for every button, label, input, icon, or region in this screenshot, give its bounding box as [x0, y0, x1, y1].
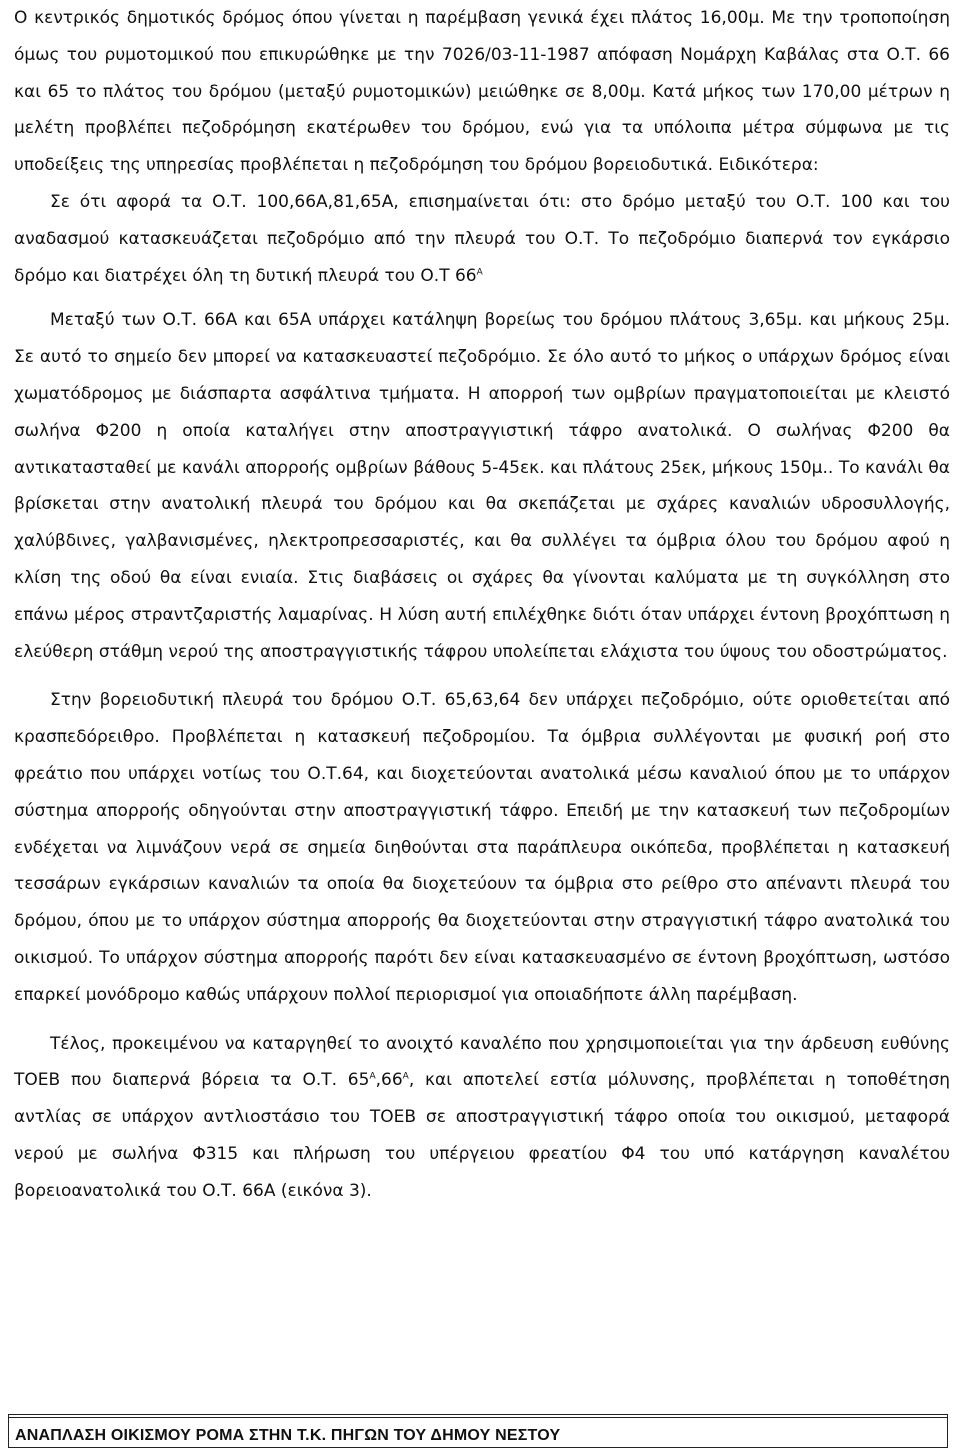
paragraph-blocks-100-66a-text: Σε ότι αφορά τα Ο.Τ. 100,66Α,81,65Α, επισημαίνεται ότι: στο δρόμο μεταξύ του Ο.Τ. 100 και του αναδασμού κατασκευάζεται πεζοδρόμιο από την πλευρά του Ο.Τ. Το πεζοδρόμιο διαπερνά τον εγκάρσιο δρόμο και διατρέχει όλη τη δυτική πλευρά του Ο.Τ 66 — [14, 191, 950, 286]
paragraph-toeb-channel — [14, 1026, 950, 1210]
footer-title: ΑΝΑΠΛΑΣΗ ΟΙΚΙΣΜΟΥ ΡΟΜΑ ΣΤΗΝ Τ.Κ. ΠΗΓΩΝ ΤΟΥ ΔΗΜΟΥ ΝΕΣΤΟΥ — [15, 1427, 561, 1444]
document-body — [14, 0, 950, 1210]
footer-box — [8, 1414, 948, 1448]
superscript-a: Α — [402, 1071, 409, 1082]
paragraph-toeb-text-b: ,66 — [375, 1070, 403, 1091]
paragraph-northwest-side: Στην βορειοδυτική πλευρά του δρόμου Ο.Τ. 65,63,64 δεν υπάρχει πεζοδρόμιο, ούτε οριοθετείται από κρασπεδόρειθρο. Προβλέπεται η κατασκευή πεζοδρομίου. Τα όμβρια συλλέγονται με φυσική ροή στο φρεάτιο που υπάρχει νοτίως του Ο.Τ.64, και διοχετεύονται ανατολικά μέσω καναλιού όπου με το υπάρχον σύστημα απορροής οδηγούνται στην αποστραγγιστική τάφρο. Επειδή με την κατασκευή των πεζοδρομίων ενδέχεται να λιμνάζουν νερά σε σημεία διηθούνται στα παράπλευρα οικόπεδα, προβλέπεται η κατασκευή τεσσάρων εγκάρσιων καναλιών τα οποία θα διοχετεύουν τα όμβρια στο ρείθρο στο απέναντι πλευρά του δρόμου, όπου με το υπάρχον σύστημα απορροής θα διοχετεύονται στην στραγγιστική τάφρο ανατολικά του οικισμού. Το υπάρχον σύστημα απορροής παρότι δεν είναι κατασκευασμένο σε έντονη βροχόπτωση, ωστόσο επαρκεί μονόδρομο καθώς υπάρχουν πολλοί περιορισμοί για οποιαδήποτε άλλη παρέμβαση. — [14, 690, 950, 1005]
paragraph-toeb-text-a: Τέλος, προκειμένου να καταργηθεί το ανοιχτό καναλέπο που χρησιμοποιείται για την άρδευση ευθύνης ΤΟΕΒ που διαπερνά βόρεια τα Ο.Τ. 65 — [14, 1033, 950, 1091]
paragraph-toeb-text-c: , και αποτελεί εστία μόλυνσης, προβλέπεται η τοποθέτηση αντλίας σε υπάρχον αντλιοστάσιο του ΤΟΕΒ σε αποστραγγιστική τάφρο οποία του οικισμού, μεταφορά νερού με σωλήνα Φ315 και πλήρωση του υπέργειου φρεατίου Φ4 του υπό κατάργηση καναλέτου βορειοανατολικά του Ο.Τ. 66Α (εικόνα 3). — [14, 1070, 950, 1201]
paragraph-road-width: Ο κεντρικός δημοτικός δρόμος όπου γίνεται η παρέμβαση γενικά έχει πλάτος 16,00μ. Με την τροποποίηση όμως του ρυμοτομικού που επικυρώθηκε με την 7026/03-11-1987 απόφαση Νομάρχη Καβάλας στα Ο.Τ. 66 και 65 το πλάτος του δρόμου (μεταξύ ρυμοτομικών) μειώθηκε σε 8,00μ. Κατά μήκος των 170,00 μέτρων η μελέτη προβλέπει πεζοδρόμηση εκατέρωθεν του δρόμου, ενώ για τα υπόλοιπα μέτρα σύμφωνα με τις υποδείξεις της υπηρεσίας προβλέπεται η πεζοδρόμηση του δρόμου βορειοδυτικά. Ειδικότερα: — [14, 8, 950, 176]
paragraph-blocks-100-66a — [14, 184, 950, 294]
superscript-a: Α — [369, 1071, 376, 1082]
paragraph-blocks-66a-65a: Μεταξύ των Ο.Τ. 66Α και 65Α υπάρχει κατάληψη βορείως του δρόμου πλάτους 3,65μ. και μήκους 25μ. Σε αυτό το σημείο δεν μπορεί να κατασκευαστεί πεζοδρόμιο. Σε όλο αυτό το μήκος ο υπάρχων δρόμος είναι χωματόδρομος με διάσπαρτα ασφάλτινα τμήματα. Η απορροή των ομβρίων πραγματοποιείται με κλειστό σωλήνα Φ200 η οποία καταλήγει στην αποστραγγιστική τάφρο ανατολικά. Ο σωλήνας Φ200 θα αντικατασταθεί με κανάλι απορροής ομβρίων βάθους 5-45εκ. και πλάτους 25εκ, μήκους 150μ.. Το κανάλι θα βρίσκεται στην ανατολική πλευρά του δρόμου και θα σκεπάζεται με σχάρες καναλιών υδροσυλλογής, χαλύβδινες, γαλβανισμένες, ηλεκτροπρεσσαριστές, και θα συλλέγει τα όμβρια όλου του δρόμου αφού η κλίση της οδού θα είναι ενιαία. Στις διαβάσεις οι σχάρες θα γίνονται καλύματα με τη συγκόλληση στο επάνω μέρος στραντζαριστής λαμαρίνας. Η λύση αυτή επιλέχθηκε διότι όταν υπάρχει έντονη βροχόπτωση η ελεύθερη στάθμη νερού της αποστραγγιστικής τάφρου υπολείπεται ελάχιστα του ύψους του οδοστρώματος. — [14, 310, 950, 662]
superscript-a: Α — [476, 266, 483, 277]
footer-inner-rule — [8, 1417, 948, 1418]
